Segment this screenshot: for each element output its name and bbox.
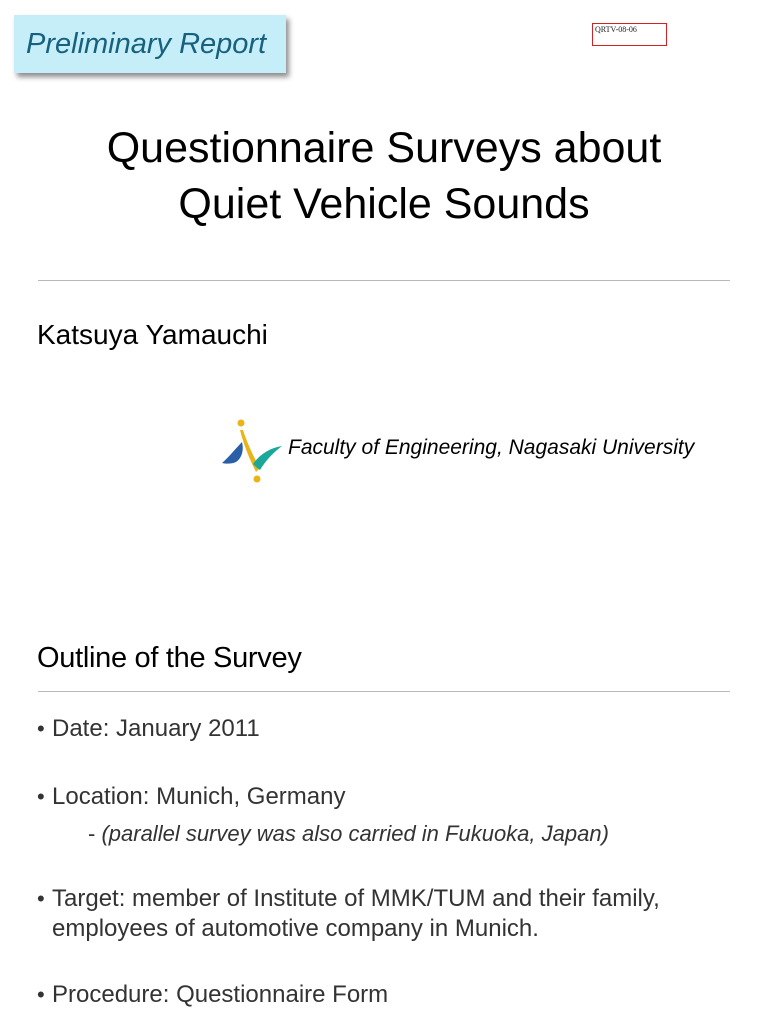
author-name: Katsuya Yamauchi	[37, 319, 268, 350]
sub-item	[88, 821, 609, 847]
sub-item-dash: -	[88, 821, 102, 846]
sub-item-note: (parallel survey was also carried in Fukuoka, Japan)	[101, 821, 609, 846]
list-item-text: Procedure: Questionnaire Form	[52, 981, 389, 1008]
logo-top-dot	[238, 420, 245, 427]
list-item	[37, 782, 737, 812]
affiliation-text: Faculty of Engineering, Nagasaki University	[288, 436, 695, 459]
document-title	[0, 120, 768, 232]
bullet-icon: •	[37, 784, 45, 809]
logo-teal-stroke	[253, 446, 282, 470]
bullet-icon: •	[37, 886, 45, 911]
preliminary-report-badge: Preliminary Report	[14, 15, 286, 73]
list-item-text: Target: member of Institute of MMK/TUM and their family, employees of automotive company in Munich.	[52, 885, 660, 942]
section-divider	[38, 691, 730, 692]
title-line-1: Questionnaire Surveys about	[106, 124, 662, 172]
logo-bottom-dot	[254, 476, 261, 483]
list-item	[37, 714, 737, 744]
list-item-text: Date: January 2011	[52, 715, 260, 742]
document-id-label: QRTV-08-06	[592, 23, 667, 46]
nagasaki-university-logo-icon	[220, 418, 284, 484]
title-divider	[38, 280, 730, 281]
list-item	[37, 884, 737, 944]
list-item-text: Location: Munich, Germany	[52, 783, 346, 810]
bullet-icon: •	[37, 716, 45, 741]
section-heading: Outline of the Survey	[37, 642, 302, 674]
bullet-icon: •	[37, 982, 45, 1007]
logo-blue-stroke	[222, 442, 243, 464]
list-item	[37, 980, 737, 1010]
title-line-2: Quiet Vehicle Sounds	[178, 180, 590, 228]
